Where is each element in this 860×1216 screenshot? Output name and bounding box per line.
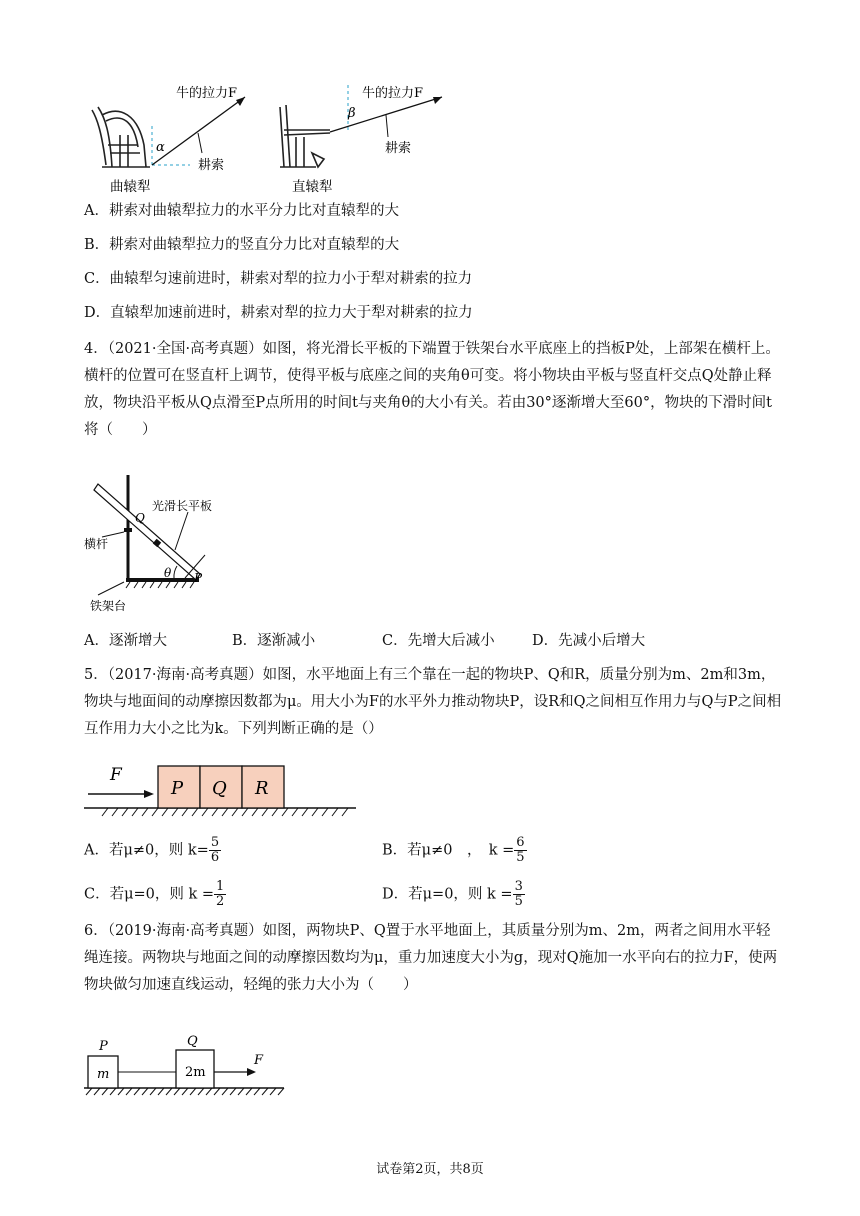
beta-label: β [348, 106, 356, 121]
force-f-label: F [110, 765, 122, 785]
block-p-label: P [99, 1039, 108, 1054]
page-footer: 试卷第2页，共8页 [376, 1162, 484, 1177]
q4-option-a: A．逐渐增大 [84, 633, 167, 649]
mass-m-label: m [97, 1067, 110, 1082]
q3-option-d: D．直辕犁加速前进时，耕索对犁的拉力大于犁对耕索的拉力 [84, 305, 473, 321]
curved-plough-drawing [92, 107, 150, 167]
curved-plough-label: 曲辕犁 [110, 179, 151, 195]
q5-option-a: A．若μ≠0，则 k= $\frac{5}{6}$ [84, 835, 220, 865]
q5-option-c: C．若μ=0，则 k = $\frac{1}{2}$ [84, 879, 225, 909]
incline-stand-figure [80, 470, 260, 615]
theta-label: θ [164, 566, 172, 580]
q6-question-text: 6．（2019·海南·高考真题）如图，两物块P、Q置于水平地面上，其质量分别为m、2m，两者之间用水平轻绳连接。两物块与地面之间的动摩擦因数均为μ，重力加速度大小为g，现对Q施加一水平向右的拉力F，使两物块做匀加速直线运动，轻绳的张力大小为（ ） [84, 923, 778, 993]
force-label-straight: 牛的拉力F [362, 86, 424, 101]
force-label-curved: 牛的拉力F [176, 86, 238, 101]
plough-figure [80, 75, 460, 200]
q3-option-b: B．耕索对曲辕犁拉力的竖直分力比对直辕犁的大 [84, 237, 400, 253]
rope-label-straight: 耕索 [385, 141, 412, 156]
q4-option-c: C．先增大后减小 [382, 633, 495, 649]
block-p-label: P [171, 778, 184, 799]
q5-option-b: B．若μ≠0 ， k = $\frac{6}{5}$ [382, 835, 525, 865]
q3-option-c: C．曲辕犁匀速前进时，耕索对犁的拉力小于犁对耕索的拉力 [84, 271, 473, 287]
board-label: 光滑长平板 [152, 499, 213, 513]
alpha-label: α [156, 140, 165, 155]
two-blocks-rope-figure [84, 1030, 294, 1102]
block-r-label: R [255, 778, 269, 799]
straight-plough-label: 直辕犁 [292, 179, 333, 195]
q4-option-d: D．先减小后增大 [532, 633, 646, 649]
point-p-label: P [194, 571, 203, 585]
q5-question-text: 5．（2017·海南·高考真题）如图，水平地面上有三个靠在一起的物块P、Q和R，质量分别为m、2m和3m，物块与地面间的动摩擦因数都为μ。用大小为F的水平外力推动物块P，设R和Q之间相互作用力与Q与P之间相互作用力大小之比为k。下列判断正确的是（） [84, 667, 782, 737]
mass-2m-label: 2m [185, 1065, 206, 1080]
force-f-label: F [254, 1053, 264, 1068]
block-q-label: Q [187, 1034, 198, 1049]
rope-label-curved: 耕索 [198, 158, 225, 173]
force-arrow-curved [152, 97, 245, 165]
q5-option-d: D．若μ=0，则 k = $\frac{3}{5}$ [382, 879, 523, 909]
straight-plough-drawing [280, 105, 330, 167]
q4-question-text: 4．（2021·全国·高考真题）如图，将光滑长平板的下端置于铁架台水平底座上的挡板P处，上部架在横杆上。横杆的位置可在竖直杆上调节，使得平板与底座之间的夹角θ可变。将小物块由平板与竖直杆交点Q处静止释放，物块沿平板从Q点滑至P点所用的时间t与夹角θ的大小有关。若由30°逐渐增大至60°，物块的下滑时间t将（ ） [84, 341, 780, 438]
force-arrow-straight [330, 97, 442, 132]
three-blocks-figure [84, 760, 364, 822]
stand-label: 铁架台 [90, 599, 127, 613]
bar-label: 横杆 [84, 537, 109, 551]
q3-option-a: A．耕索对曲辕犁拉力的水平分力比对直辕犁的大 [84, 203, 399, 219]
q4-option-b: B．逐渐减小 [232, 633, 316, 649]
block-q-label: Q [212, 778, 227, 799]
point-q-label: Q [135, 511, 145, 525]
